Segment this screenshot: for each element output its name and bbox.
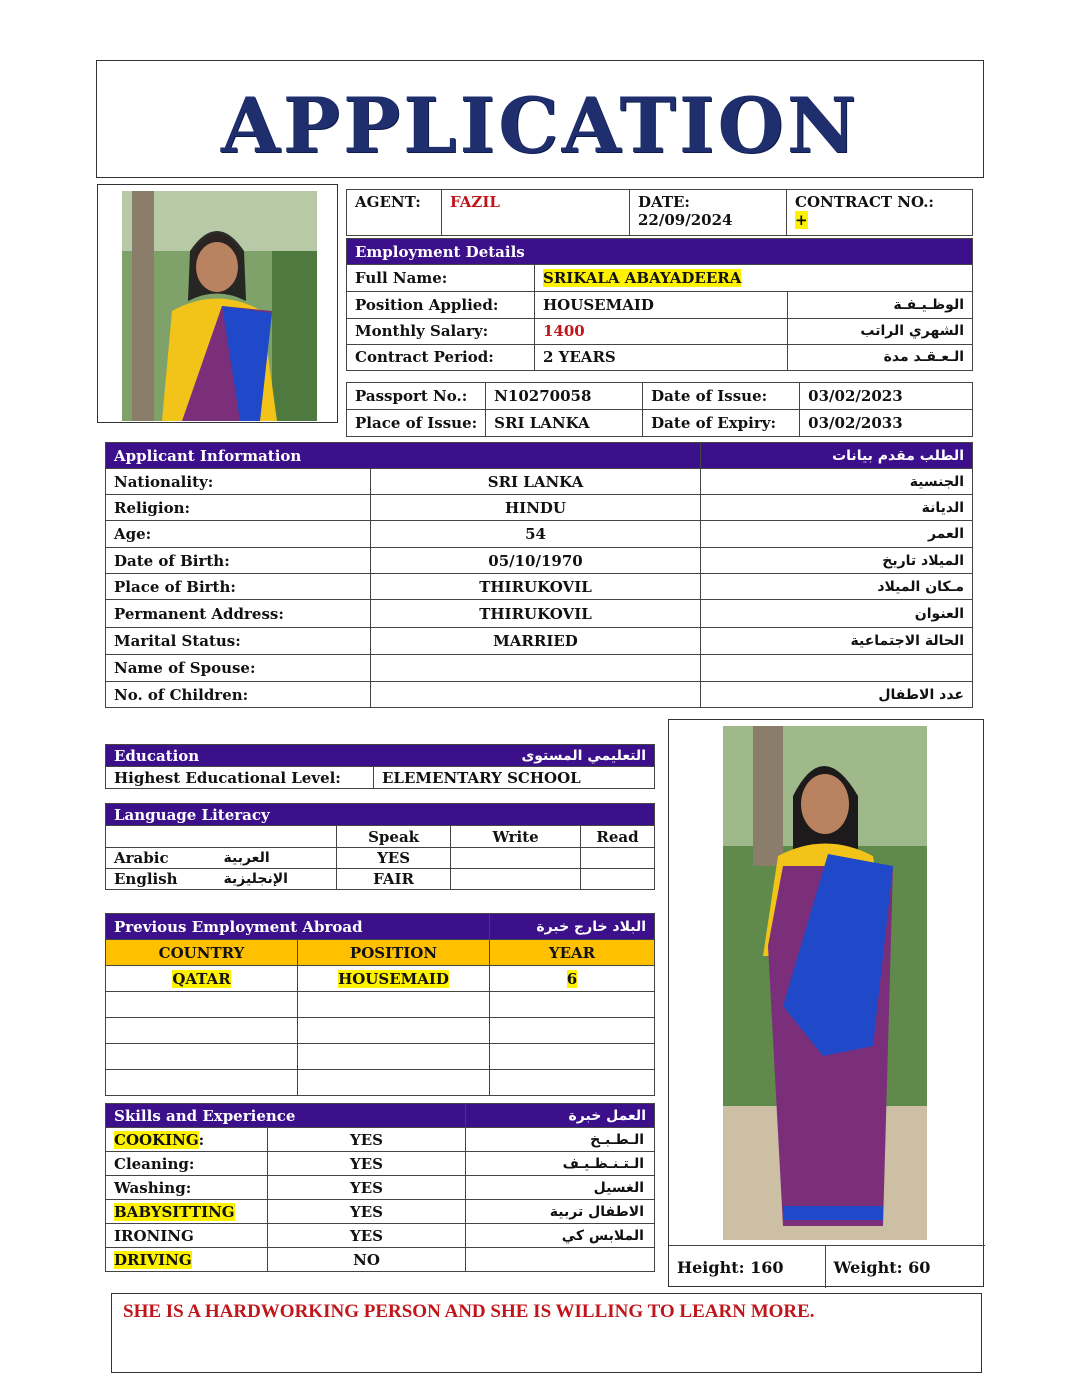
applicant-field-label: Marital Status: [106,628,371,655]
skill-value: YES [268,1176,466,1200]
applicant-field-value: THIRUKOVIL [371,574,701,600]
skill-label: COOKING [114,1130,199,1149]
issue-date-value: 03/02/2023 [800,383,973,410]
salary-label: Monthly Salary: [347,318,535,344]
applicant-row [106,469,973,495]
contract-period-arabic: الـعـقـد مدة [788,344,973,370]
previous-header: Previous Employment Abroad [106,914,490,940]
col-write: Write [451,826,581,848]
applicant-field-label: Age: [106,521,371,548]
position-label: Position Applied: [347,292,535,318]
skill-label: IRONING [114,1226,194,1245]
skills-table [105,1103,655,1272]
contract-period-label: Contract Period: [347,344,535,370]
salary-value: 1400 [535,318,788,344]
portrait-photo [122,191,317,421]
applicant-field-label: Name of Spouse: [106,655,371,682]
height-label: Height: [677,1257,745,1277]
education-level-value: ELEMENTARY SCHOOL [374,767,655,789]
education-level-label: Highest Educational Level: [106,767,374,789]
applicant-row [106,574,973,600]
applicant-header: Applicant Information [106,443,701,469]
application-title-box [96,60,984,178]
applicant-row [106,655,973,682]
col-position: POSITION [298,940,490,966]
previous-position: HOUSEMAID [338,969,449,988]
contract-cell [787,190,973,236]
language-read [581,848,655,869]
applicant-field-label: Nationality: [106,469,371,495]
skill-label: DRIVING [114,1250,192,1269]
salary-arabic: الشهري الراتب [788,318,973,344]
applicant-row [106,495,973,521]
skill-label: BABYSITTING [114,1202,235,1221]
skill-row [106,1176,655,1200]
skill-arabic: الاطفال تربية [466,1200,655,1224]
previous-employment-row [106,966,655,992]
previous-employment-row [106,1018,655,1044]
passport-no-value: N10270058 [486,383,643,410]
applicant-row [106,628,973,655]
height-value: 160 [750,1257,784,1277]
language-read [581,869,655,890]
language-row [106,848,655,869]
skill-arabic [466,1248,655,1272]
language-write [451,848,581,869]
language-header: Language Literacy [106,804,655,826]
language-name-arabic: الإنجليزية [216,869,337,890]
applicant-field-value: 05/10/1970 [371,548,701,574]
passport-table [346,382,973,437]
applicant-field-arabic: الحالة الاجتماعية [701,628,973,655]
language-name-arabic: العربية [216,848,337,869]
position-value: HOUSEMAID [535,292,788,318]
language-write [451,869,581,890]
skill-label: Washing: [114,1178,192,1197]
employment-details-table [346,238,973,371]
skill-arabic: الـتـنـظـيـف [466,1152,655,1176]
previous-employment-row [106,992,655,1018]
applicant-field-value: HINDU [371,495,701,521]
agent-date-contract-table [346,189,973,236]
applicant-field-value: MARRIED [371,628,701,655]
applicant-field-label: Religion: [106,495,371,521]
date-cell [630,190,787,236]
previous-header-arabic: البلاد خارج خبرة [490,914,655,940]
language-name: Arabic [106,848,216,869]
applicant-field-arabic: العنوان [701,600,973,628]
applicant-field-arabic: الديانة [701,495,973,521]
skill-label-suffix: : [198,1130,205,1149]
language-speak: YES [337,848,451,869]
height-cell [669,1246,825,1289]
applicant-field-arabic: العمر [701,521,973,548]
skill-value: YES [268,1224,466,1248]
skill-value: YES [268,1152,466,1176]
remark-box [111,1293,982,1373]
applicant-row [106,600,973,628]
skill-row [106,1152,655,1176]
applicant-field-arabic: مـكان الميلاد [701,574,973,600]
applicant-field-value: 54 [371,521,701,548]
col-country: COUNTRY [106,940,298,966]
applicant-field-label: Date of Birth: [106,548,371,574]
page-title: APPLICATION [220,81,860,170]
col-read: Read [581,826,655,848]
height-weight-table [669,1245,985,1288]
date-label: DATE: [638,193,690,211]
education-header-arabic: التعليمي المستوى [374,745,655,767]
weight-label: Weight: [833,1257,903,1277]
skill-value: NO [268,1248,466,1272]
skill-row [106,1248,655,1272]
remark-text: SHE IS A HARDWORKING PERSON AND SHE IS WILLING TO LEARN MORE. [123,1301,815,1322]
previous-employment-table [105,913,655,1096]
weight-value: 60 [908,1257,931,1277]
portrait-photo-frame [97,184,338,423]
applicant-header-arabic: الطلب مقدم بيانات [701,443,973,469]
skill-value: YES [268,1128,466,1152]
skill-arabic: الـطـبـخ [466,1128,655,1152]
previous-employment-row [106,1044,655,1070]
passport-no-label: Passport No.: [347,383,486,410]
applicant-field-value [371,682,701,708]
skill-arabic: الملابس كي [466,1224,655,1248]
applicant-field-label: No. of Children: [106,682,371,708]
applicant-row [106,548,973,574]
applicant-row [106,521,973,548]
agent-label: AGENT: [347,190,442,236]
agent-value: FAZIL [442,190,630,236]
applicant-field-value: SRI LANKA [371,469,701,495]
contract-label: CONTRACT NO.: [795,193,934,211]
language-name: English [106,869,216,890]
applicant-info-table [105,442,973,708]
col-speak: Speak [337,826,451,848]
contract-period-value: 2 YEARS [535,344,788,370]
full-name-value: SRIKALA ABAYADEERA [543,269,742,288]
applicant-field-arabic: عدد الاطفال [701,682,973,708]
applicant-field-value [371,655,701,682]
language-literacy-table [105,803,655,890]
education-header: Education [106,745,374,767]
previous-employment-row [106,1070,655,1096]
place-of-issue-label: Place of Issue: [347,410,486,437]
contract-value: + [795,211,808,229]
issue-date-label: Date of Issue: [643,383,800,410]
applicant-field-value: THIRUKOVIL [371,600,701,628]
previous-country: QATAR [172,969,231,988]
full-length-photo [723,726,927,1240]
applicant-field-arabic: الجنسية [701,469,973,495]
applicant-row [106,682,973,708]
col-year: YEAR [490,940,655,966]
education-table [105,744,655,789]
skills-header-arabic: العمل خبرة [466,1104,655,1128]
expiry-date-value: 03/02/2033 [800,410,973,437]
skill-row [106,1128,655,1152]
full-photo-frame [668,719,984,1287]
language-speak: FAIR [337,869,451,890]
skill-arabic: الغسيل [466,1176,655,1200]
language-row [106,869,655,890]
weight-cell [825,1246,985,1289]
skill-row [106,1224,655,1248]
position-arabic: الوظـيـفـة [788,292,973,318]
expiry-date-label: Date of Expiry: [643,410,800,437]
skill-row [106,1200,655,1224]
applicant-field-arabic: الميلاد تاريخ [701,548,973,574]
employment-header: Employment Details [347,239,973,265]
previous-year: 6 [566,969,578,988]
place-of-issue-value: SRI LANKA [486,410,643,437]
skill-value: YES [268,1200,466,1224]
full-name-label: Full Name: [347,265,535,292]
applicant-field-label: Permanent Address: [106,600,371,628]
applicant-field-arabic [701,655,973,682]
applicant-field-label: Place of Birth: [106,574,371,600]
date-value: 22/09/2024 [638,211,733,229]
skills-header: Skills and Experience [106,1104,466,1128]
skill-label: Cleaning: [114,1154,195,1173]
